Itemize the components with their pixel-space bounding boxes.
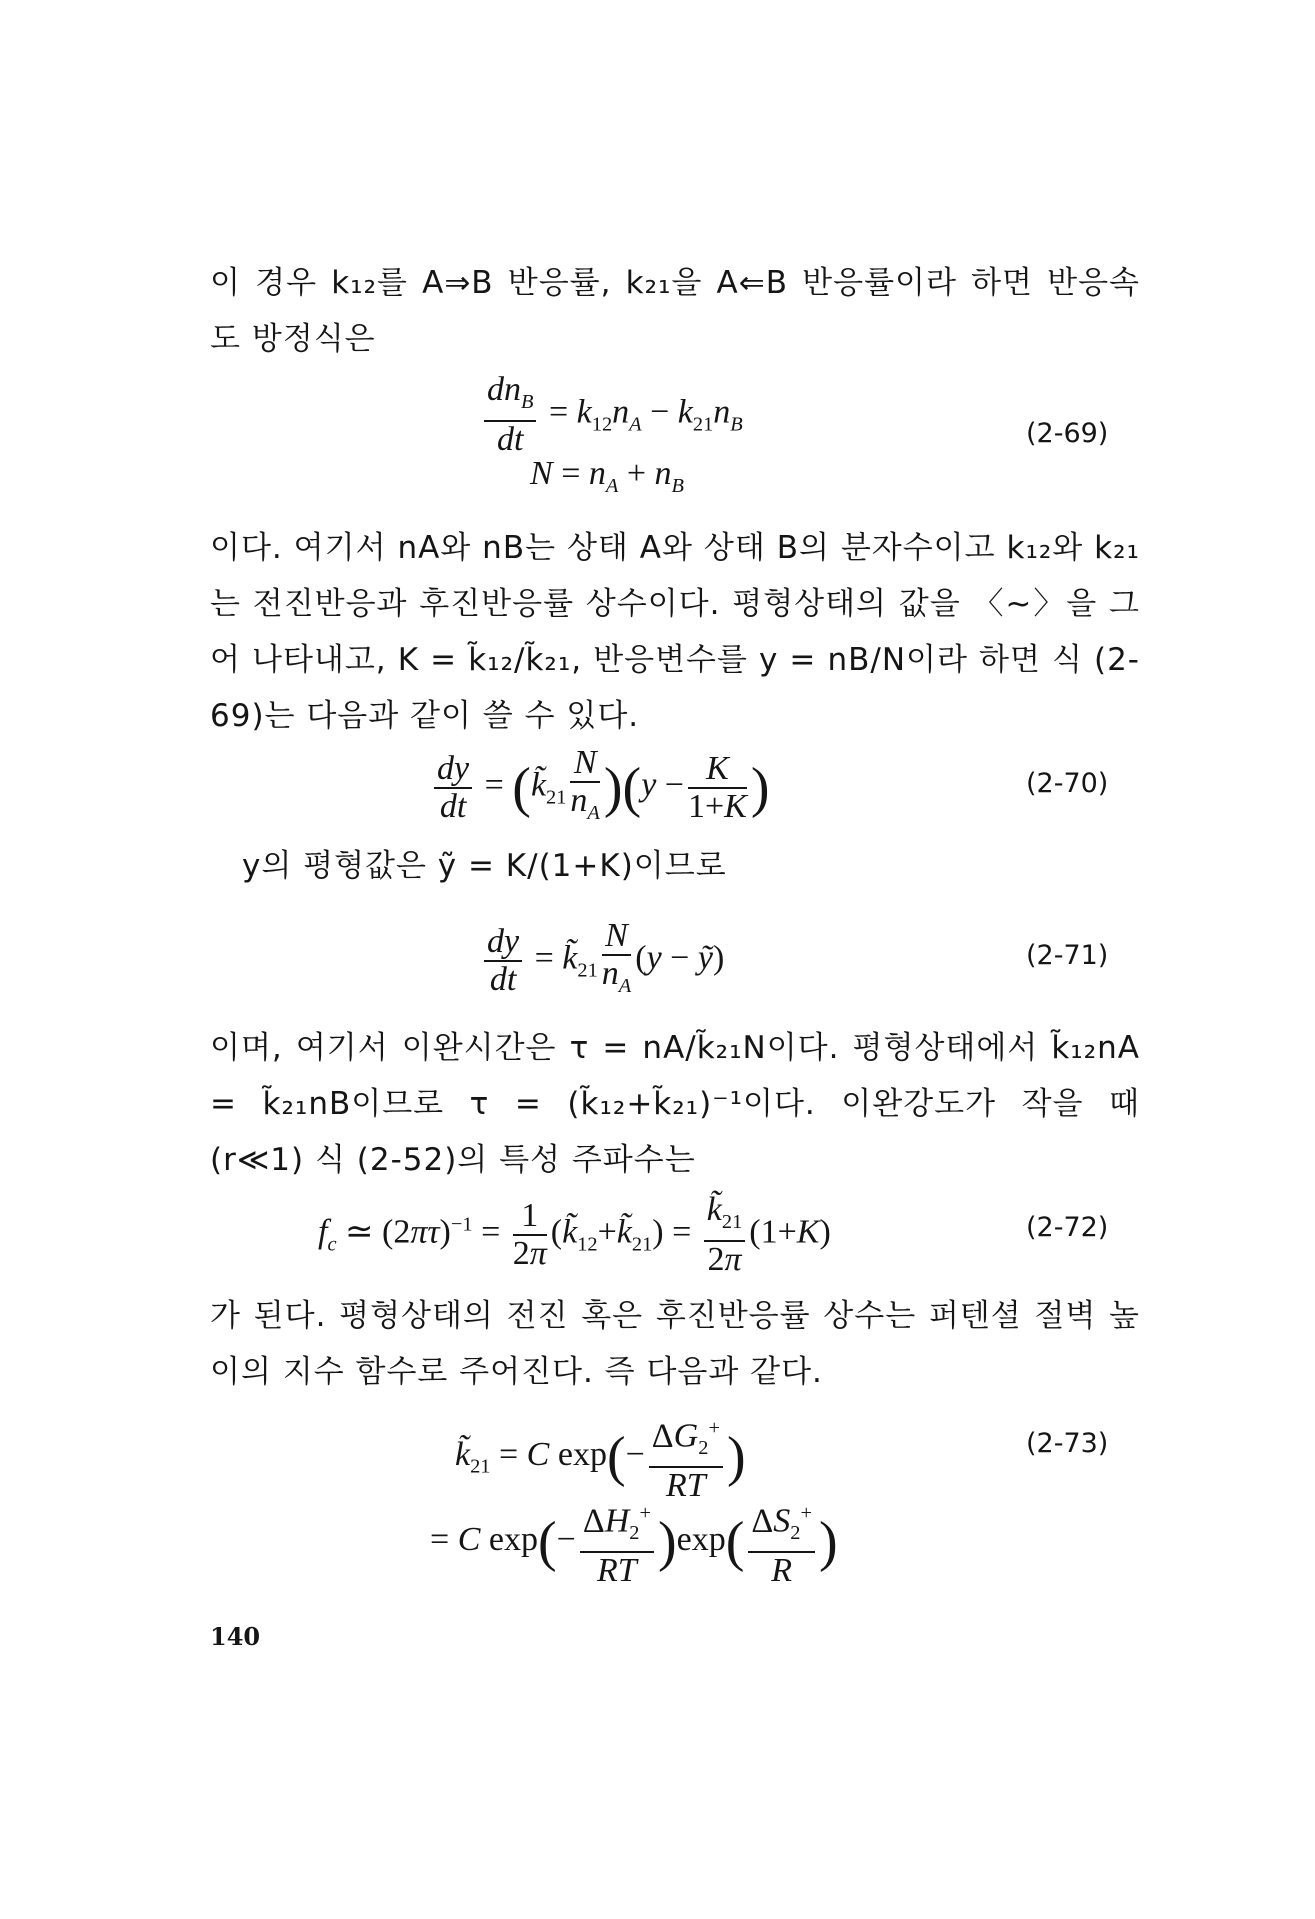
equation-number-2-71: (2-71) bbox=[1026, 940, 1109, 971]
paragraph-3-text: y의 평형값은 ỹ = K/(1+K)이므로 bbox=[242, 848, 727, 884]
paragraph-5 bbox=[210, 1288, 1140, 1400]
page-number: 140 bbox=[210, 1622, 261, 1651]
paragraph-5-text: 가 된다. 평형상태의 전진 혹은 후진반응률 상수는 퍼텐셜 절벽 높이의 지수 함수로 주어진다. 즉 다음과 같다. bbox=[210, 1298, 1140, 1390]
paragraph-3 bbox=[242, 838, 1172, 894]
equation-2-73: $k̃_{21} = C$ exp(− $\frac{\Delta G_2^+}{RT}$ ) bbox=[455, 1410, 746, 1504]
equation-number-2-73: (2-73) bbox=[1026, 1428, 1109, 1459]
equation-2-69-second-line: $N = n_A + n_B$ bbox=[530, 455, 684, 497]
paragraph-1 bbox=[210, 255, 1140, 367]
equation-2-71: $\frac{dy}{dt}$ = $k̃_{21}$ $\frac{N}{n_A}$ (y − ỹ) bbox=[480, 918, 724, 1004]
paragraph-4-text: 이며, 여기서 이완시간은 τ = nA/k̃₂₁N이다. 평형상태에서 k̃₁₂nA = k̃₂₁nB이므로 τ = (k̃₁₂+k̃₂₁)⁻¹이다. 이완강도가 작을 때 (r≪1) 식 (2-52)의 특성 주파수는 bbox=[210, 1030, 1140, 1178]
equation-2-73-second-line: = C exp(− $\frac{\Delta H_2^+}{RT}$ )exp( $\frac{\Delta S_2^+}{R}$ ) bbox=[430, 1495, 838, 1589]
equation-2-69: $\frac{dn_B}{dt}$ = $k_{12}n_A - k_{21}n_B$ bbox=[480, 372, 743, 458]
paragraph-1-text: 이 경우 k₁₂를 A⇒B 반응률, k₂₁을 A⇐B 반응률이라 하면 반응속도 방정식은 bbox=[210, 265, 1140, 357]
equation-number-2-72: (2-72) bbox=[1026, 1212, 1109, 1243]
equation-number-2-69: (2-69) bbox=[1026, 418, 1109, 449]
equation-2-70: $\frac{dy}{dt}$ = ($k̃_{21}$ $\frac{N}{n_A}$ )(y − $\frac{K}{1+K}$ ) bbox=[430, 745, 770, 831]
equation-number-2-70: (2-70) bbox=[1026, 768, 1109, 799]
equation-2-72: $f_c$ ≃ $(2\pi\tau)^{-1}$ = $\frac{1}{2\pi}$ $(k̃_{12}+k̃_{21})$ = $\frac{k̃_{21}}{2\pi}$ (1+K) bbox=[318, 1191, 831, 1278]
paragraph-2-text: 이다. 여기서 nA와 nB는 상태 A와 상태 B의 분자수이고 k₁₂와 k₂₁는 전진반응과 후진반응률 상수이다. 평형상태의 값을 〈~〉을 그어 나타내고, K = k̃₁₂/k̃₂₁, 반응변수를 y = nB/N이라 하면 식 (2-69)는 다음과 같이 쓸 수 있다. bbox=[210, 530, 1140, 734]
paragraph-2 bbox=[210, 520, 1140, 744]
paragraph-4 bbox=[210, 1020, 1140, 1188]
